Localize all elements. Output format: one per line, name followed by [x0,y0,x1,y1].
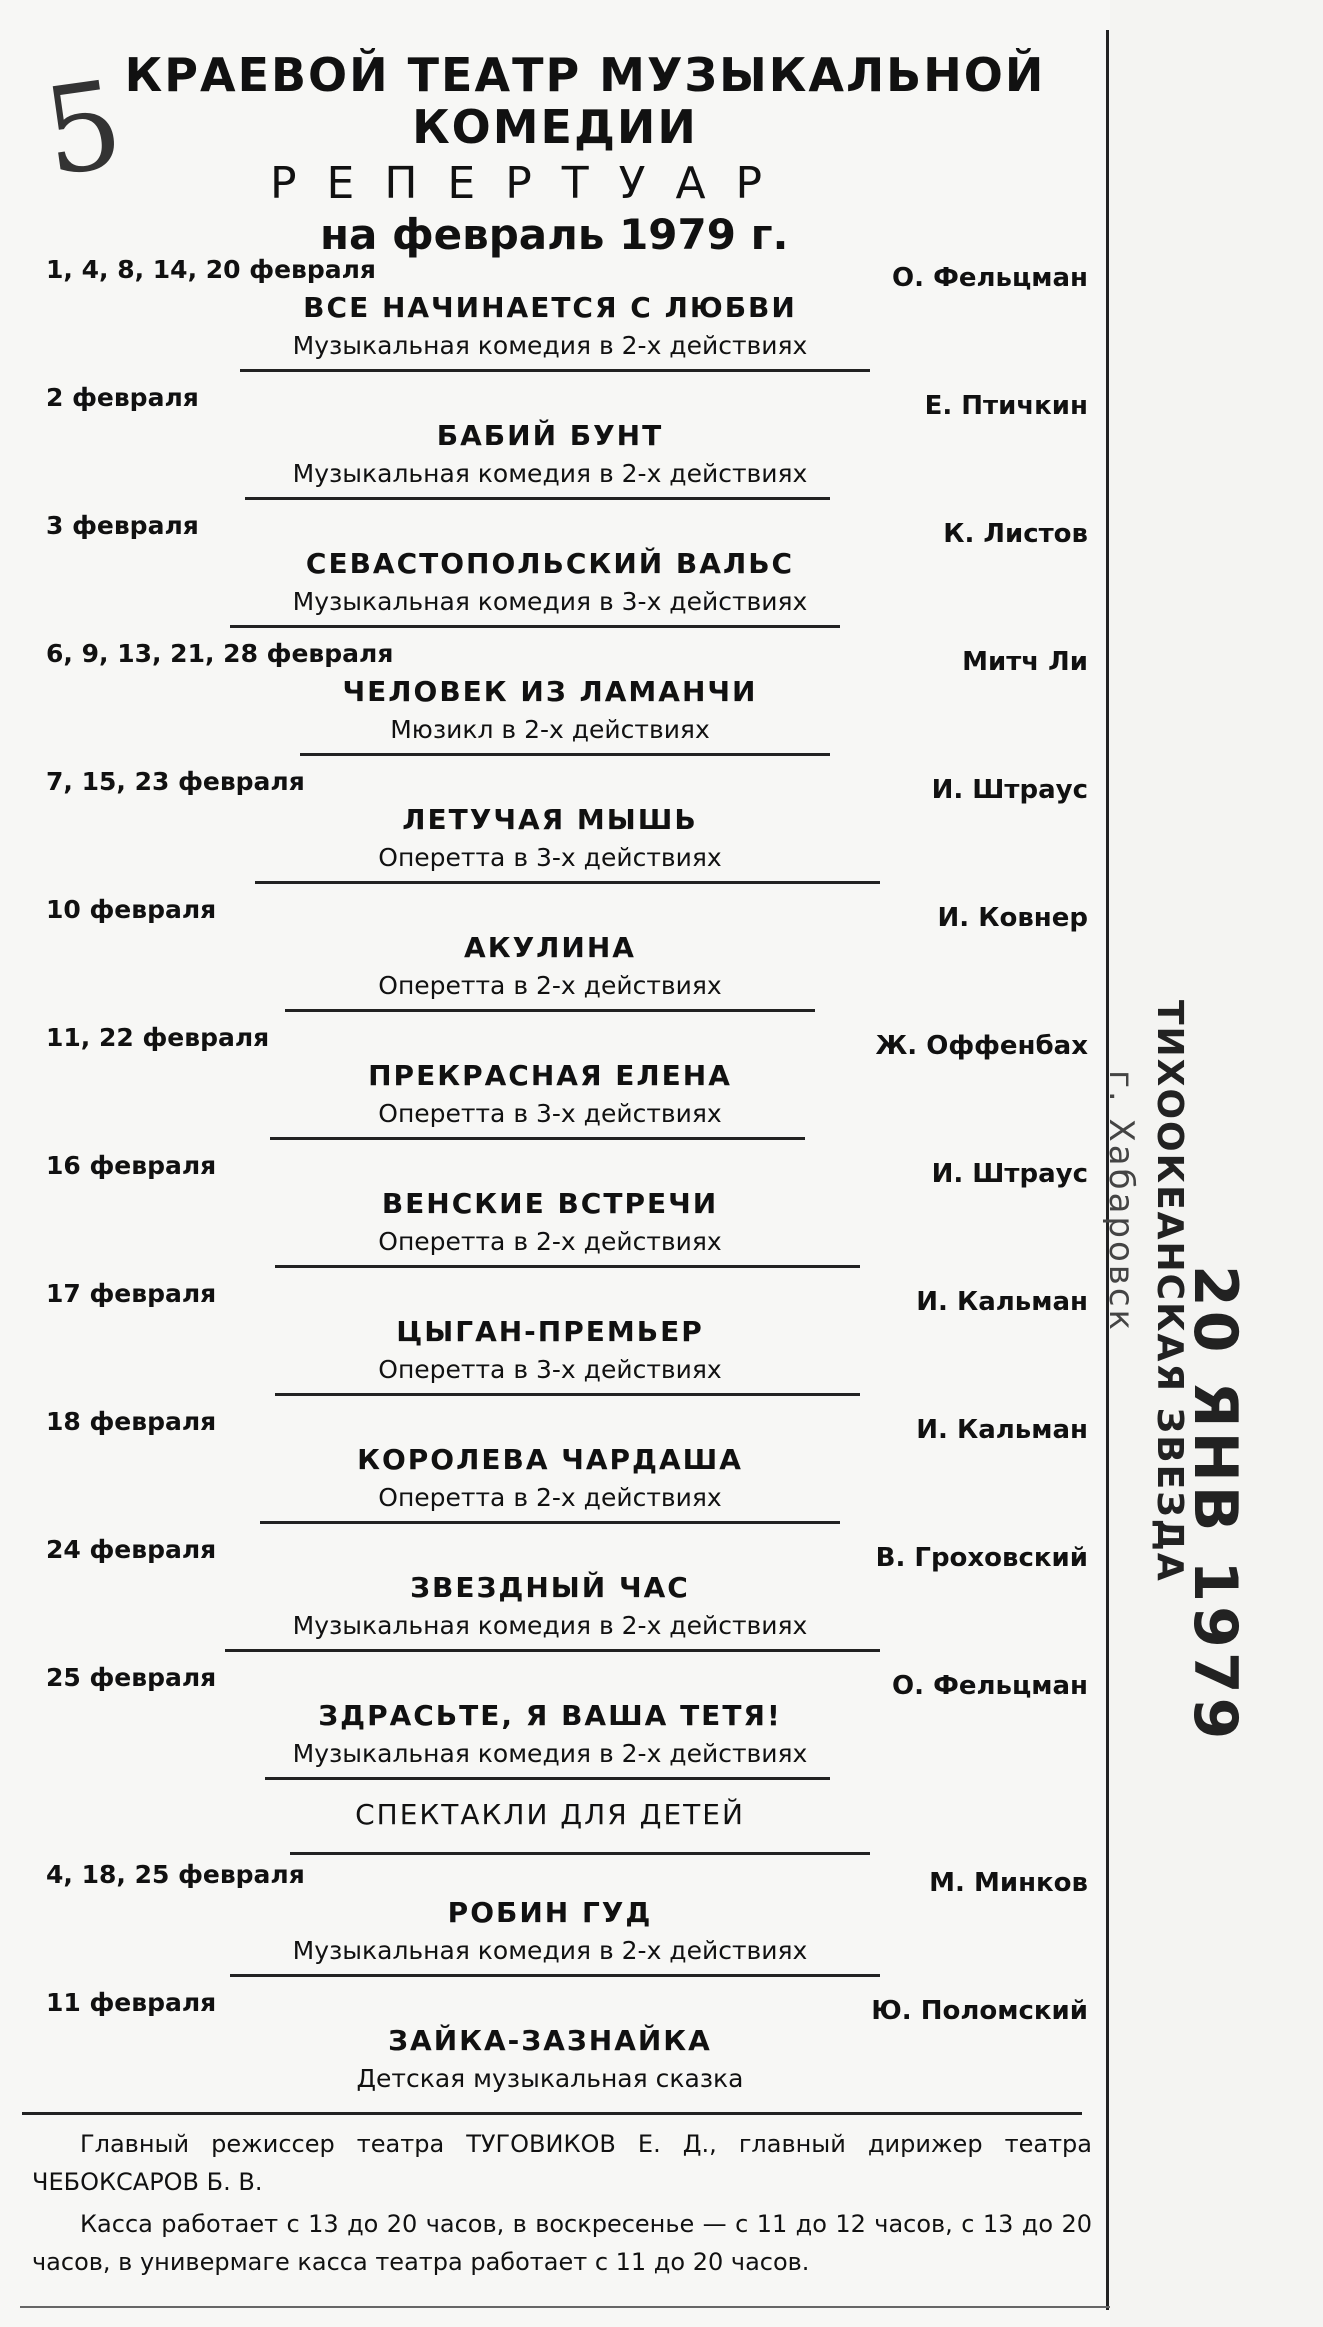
entry-separator [285,1009,815,1012]
performance-dates: 10 февраля [46,895,217,924]
performance-dates: 16 февраля [46,1151,217,1180]
repertoire-entry [0,1407,1100,1535]
play-title: ЗДРАСЬТЕ, Я ВАША ТЕТЯ! [318,1699,782,1732]
composer: И. Кальман [916,1287,1088,1317]
entry-separator [240,369,870,372]
play-genre: Оперетта в 3-х действиях [378,1099,722,1128]
stamp-newspaper-name: ТИХООКЕАНСКАЯ ЗВЕЗДА [1149,1000,1190,1583]
composer: Ж. Оффенбах [875,1031,1088,1061]
composer: Е. Птичкин [924,391,1088,421]
entry-separator [230,625,840,628]
play-genre: Детская музыкальная сказка [356,2064,744,2093]
entry-separator [260,1521,840,1524]
play-title: ЗАЙКА-ЗАЗНАЙКА [388,2024,712,2057]
entry-separator [275,1393,860,1396]
composer: И. Штраус [931,775,1088,805]
play-genre: Оперетта в 2-х действиях [378,1483,722,1512]
play-title: ЗВЕЗДНЫЙ ЧАС [410,1571,690,1604]
play-genre: Оперетта в 3-х действиях [378,1355,722,1384]
repertoire-entry [0,1535,1100,1663]
play-title: ЧЕЛОВЕК ИЗ ЛАМАНЧИ [342,675,758,708]
play-genre: Музыкальная комедия в 3-х действиях [292,587,808,616]
entry-separator [300,753,830,756]
composer: И. Кальман [916,1415,1088,1445]
theater-name-line2: КОМЕДИИ [412,100,698,154]
composer: О. Фельцман [892,263,1088,293]
performance-dates: 7, 15, 23 февраля [46,767,305,796]
performance-dates: 6, 9, 13, 21, 28 февраля [46,639,394,668]
entry-separator [270,1137,805,1140]
performance-dates: 18 февраля [46,1407,217,1436]
directors-text: Главный режиссер театра ТУГОВИКОВ Е. Д., главный дирижер театра ЧЕБОКСАРОВ Б. В. [32,2130,1092,2196]
play-title: БАБИЙ БУНТ [436,419,664,452]
performance-dates: 3 февраля [46,511,199,540]
composer: Митч Ли [962,647,1088,677]
performance-dates: 24 февраля [46,1535,217,1564]
composer: О. Фельцман [892,1671,1088,1701]
play-title: ЛЕТУЧАЯ МЫШЬ [402,803,698,836]
clipping-bottom-border [20,2306,1110,2308]
composer: И. Ковнер [937,903,1088,933]
repertoire-entry [0,1151,1100,1279]
performance-dates: 1, 4, 8, 14, 20 февраля [46,255,376,284]
entry-separator [245,497,830,500]
play-genre: Музыкальная комедия в 2-х действиях [292,459,808,488]
newspaper-stamp [1101,1000,1190,1583]
composer: К. Листов [943,519,1088,549]
play-genre: Мюзикл в 2-х действиях [390,715,710,744]
play-genre: Музыкальная комедия в 2-х действиях [292,1611,808,1640]
performance-dates: 2 февраля [46,383,199,412]
play-title: ЦЫГАН-ПРЕМЬЕР [396,1315,704,1348]
repertoire-heading: РЕПЕРТУАР [270,158,793,209]
composer: Ю. Поломский [871,1996,1088,2026]
children-heading-rule [290,1852,870,1855]
theater-name-line1: КРАЕВОЙ ТЕАТР МУЗЫКАЛЬНОЙ [124,48,1046,102]
performance-dates: 11 февраля [46,1988,217,2017]
month-heading: на февраль 1979 г. [320,210,789,259]
box-office-text: Касса работает с 13 до 20 часов, в воскресенье — с 11 до 12 часов, с 13 до 20 часов, в универмаге касса театра работает с 11 до 20 часов. [32,2210,1092,2276]
repertoire-entry [0,1023,1100,1151]
repertoire-entry [0,255,1100,383]
entry-separator [230,1974,880,1977]
repertoire-entry [0,383,1100,511]
play-genre: Оперетта в 2-х действиях [378,1227,722,1256]
entry-separator [275,1265,860,1268]
play-title: СЕВАСТОПОЛЬСКИЙ ВАЛЬС [305,547,795,580]
play-genre: Оперетта в 2-х действиях [378,971,722,1000]
stamp-city: г. Хабаровск [1101,1070,1141,1334]
performance-dates: 25 февраля [46,1663,217,1692]
play-genre: Музыкальная комедия в 2-х действиях [292,1936,808,1965]
children-entry [0,1860,1100,1988]
entry-separator [255,881,880,884]
footer-rule [22,2112,1082,2115]
play-genre: Музыкальная комедия в 2-х действиях [292,1739,808,1768]
play-title: РОБИН ГУД [447,1896,653,1929]
repertoire-entry [0,895,1100,1023]
children-section-heading: СПЕКТАКЛИ ДЛЯ ДЕТЕЙ [355,1798,745,1831]
play-title: ВСЕ НАЧИНАЕТСЯ С ЛЮБВИ [303,291,797,324]
repertoire-entry [0,767,1100,895]
repertoire-entry [0,1663,1100,1791]
performance-dates: 11, 22 февраля [46,1023,270,1052]
play-genre: Музыкальная комедия в 2-х действиях [292,331,808,360]
date-stamp: 20 ЯНВ 1979 [1180,1265,1250,1744]
play-genre: Оперетта в 3-х действиях [378,843,722,872]
play-title: АКУЛИНА [464,931,636,964]
play-title: ПРЕКРАСНАЯ ЕЛЕНА [368,1059,732,1092]
performance-dates: 4, 18, 25 февраля [46,1860,305,1889]
handwritten-number: 5 [35,55,131,204]
entry-separator [265,1777,830,1780]
repertoire-entry [0,511,1100,639]
entry-separator [225,1649,880,1652]
play-title: ВЕНСКИЕ ВСТРЕЧИ [381,1187,719,1220]
repertoire-entry [0,1279,1100,1407]
repertoire-entry [0,639,1100,767]
play-title: КОРОЛЕВА ЧАРДАША [357,1443,743,1476]
composer: М. Минков [929,1868,1088,1898]
performance-dates: 17 февраля [46,1279,217,1308]
children-entry [0,1988,1100,2116]
footer-directors [32,2125,1092,2201]
composer: В. Гроховский [875,1543,1088,1573]
composer: И. Штраус [931,1159,1088,1189]
footer-box-office [32,2205,1092,2281]
